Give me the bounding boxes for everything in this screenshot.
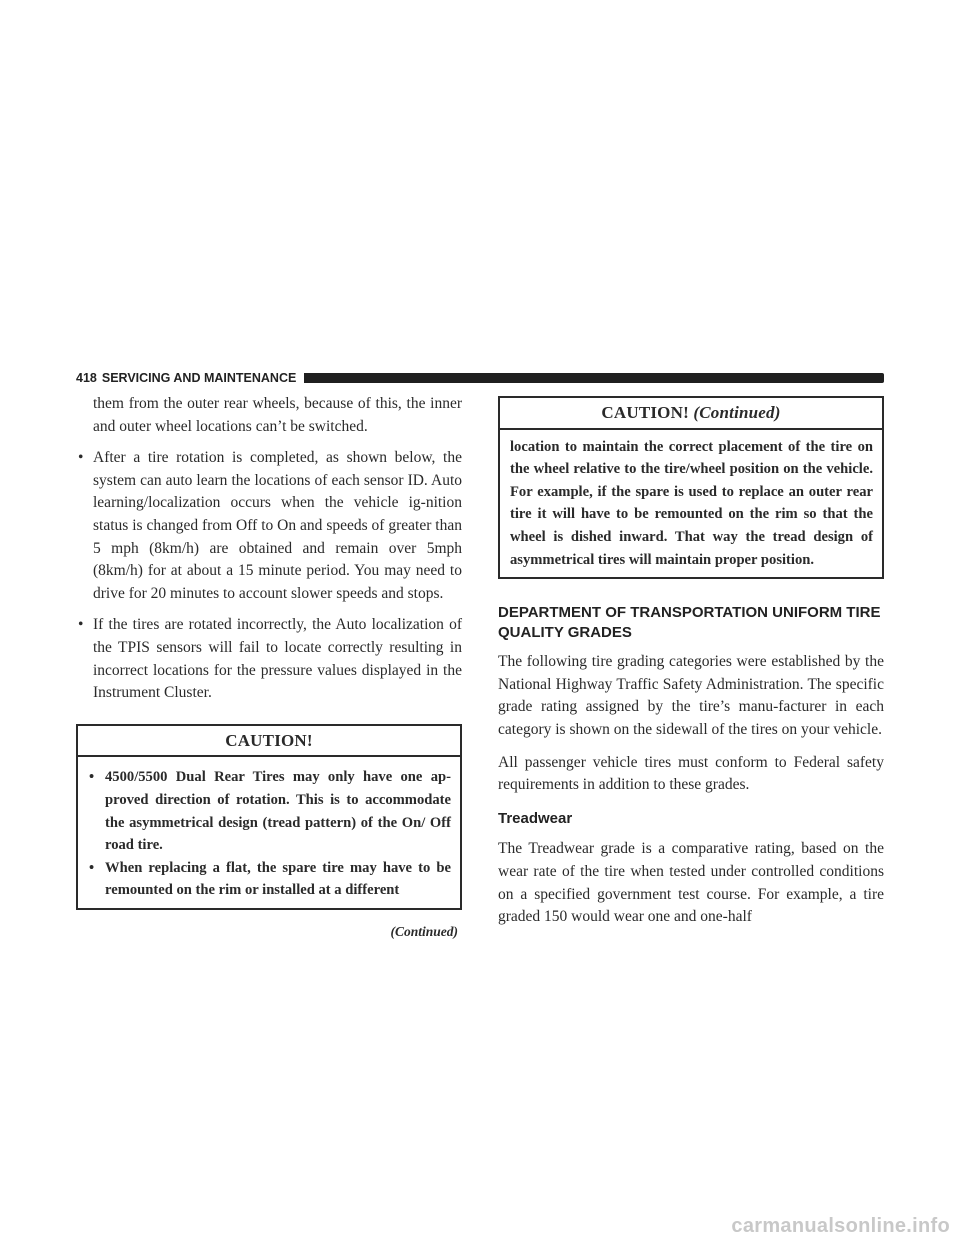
continuation-paragraph: them from the outer rear wheels, because of this, the inner and outer wheel locations can’t be switched. bbox=[93, 395, 462, 435]
section-title: SERVICING AND MAINTENANCE bbox=[101, 371, 297, 385]
paragraph-treadwear: The Treadwear grade is a comparative rating, based on the wear rate of the tire when tested under controlled conditions on a specified government test course. For example, a tire graded 150 would wear one and one-half bbox=[498, 840, 884, 926]
watermark: carmanualsonline.info bbox=[731, 1215, 950, 1237]
header-rule bbox=[304, 373, 884, 383]
page-number: 418 bbox=[76, 371, 97, 385]
page-header bbox=[76, 371, 884, 385]
caution-continued-box bbox=[498, 396, 884, 579]
caution-continued-text: location to maintain the correct placement of the tire on the wheel relative to the tire/wheel position on the vehicle. For example, if the spare is used to replace an outer rear tire it will have to be remounted on the rim so that the wheel is dished inward. That way the tread design of asymmetrical tires will maintain proper position. bbox=[510, 438, 873, 568]
bullet-auto-learn: • After a tire rotation is completed, as shown below, the system can auto learn the locations of each sensor ID. Auto learning/localization occurs when the vehicle ig-nition status is changed from Off to On and speeds of greater than 5 mph (8km/h) are obtained and remain over 5mph (8km/h) for at about a 15 minute period. You may need to drive for 20 minutes to account slower speeds and stops. bbox=[76, 447, 462, 605]
section-heading: DEPARTMENT OF TRANSPORTATION UNIFORM TIRE QUALITY GRADES bbox=[498, 604, 881, 642]
paragraph-federal: All passenger vehicle tires must conform to Federal safety requirements in addition to these grades. bbox=[498, 753, 884, 794]
paragraph-grading: The following tire grading categories were established by the National Highway Traffic Safety Administration. The specific grade rating assigned by the tire’s manu-facturer in each category is shown on the sidewall of the tires on your vehicle. bbox=[498, 653, 884, 738]
caution-box bbox=[76, 724, 462, 910]
bullet-list bbox=[76, 447, 462, 705]
caution-continued-suffix: (Continued) bbox=[693, 403, 781, 422]
caution-body bbox=[78, 757, 460, 908]
continued-note: (Continued) bbox=[390, 923, 458, 939]
subheading-treadwear: Treadwear bbox=[498, 809, 573, 827]
caution-item-spare: • When replacing a flat, the spare tire may have to be remounted on the rim or installed at a different bbox=[88, 857, 451, 902]
caution-continued-title bbox=[500, 398, 882, 430]
caution-continued-body bbox=[500, 430, 882, 578]
caution-list bbox=[88, 766, 451, 902]
left-column bbox=[76, 393, 462, 943]
caution-title: CAUTION! bbox=[78, 726, 460, 758]
caution-item-dual-rear: • 4500/5500 Dual Rear Tires may only have one ap-proved direction of rotation. This is to accommodate the asymmetrical design (tread pattern) of the On/ Off road tire. bbox=[88, 766, 451, 856]
right-column bbox=[498, 393, 884, 929]
bullet-incorrect-rotation: • If the tires are rotated incorrectly, the Auto localization of the TPIS sensors will fail to locate correctly resulting in incorrect locations for the pressure values displayed in the Instrument Cluster. bbox=[76, 614, 462, 704]
caution-continued-label: CAUTION! bbox=[601, 403, 689, 422]
